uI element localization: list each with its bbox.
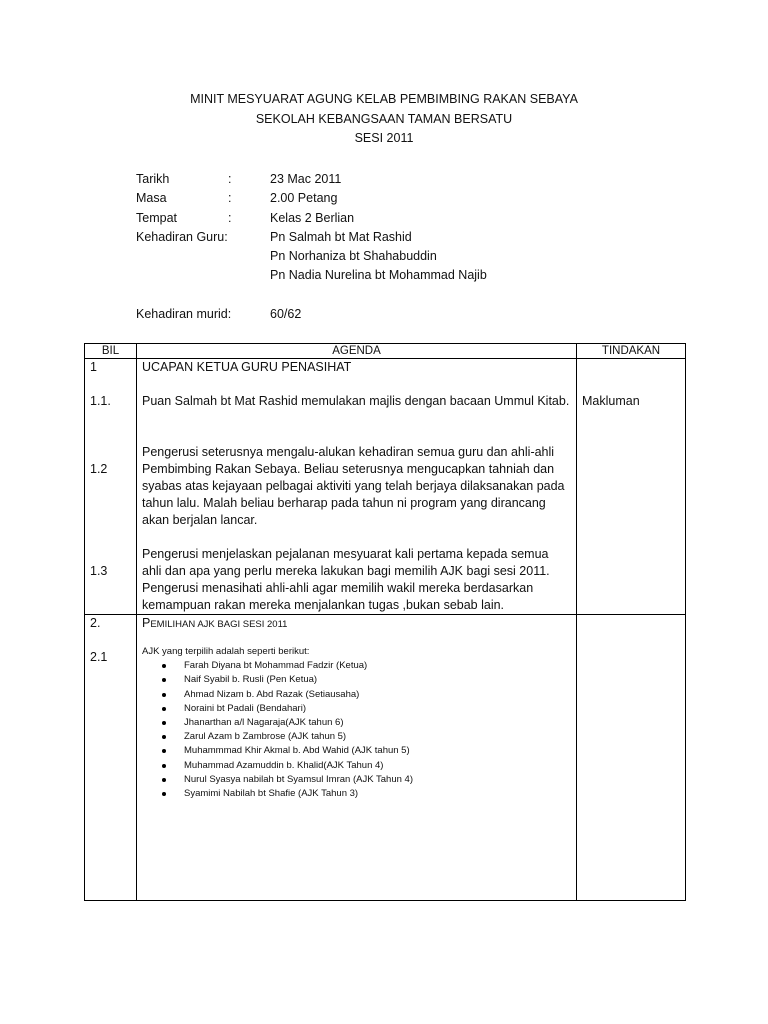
tindakan-cell [577, 615, 686, 901]
section-title-initial: P [142, 616, 151, 630]
table-row [85, 615, 686, 901]
item-number: 1.1. [90, 394, 111, 408]
header-tindakan: TINDAKAN [577, 344, 686, 359]
list-item: Nurul Syasya nabilah bt Syamsul Imran (AJK Tahun 4) [184, 773, 571, 787]
agenda-cell [137, 359, 577, 615]
info-label: Kehadiran Guru: [136, 229, 228, 244]
info-label: Tarikh [136, 172, 170, 186]
bil-cell [85, 359, 137, 615]
list-item: Zarul Azam b Zambrose (AJK tahun 5) [184, 730, 571, 744]
list-item: Ahmad Nizam b. Abd Razak (Setiausaha) [184, 688, 571, 702]
info-row-tarikh [136, 170, 570, 189]
section-number: 1 [90, 360, 97, 374]
info-value: 2.00 Petang [270, 191, 338, 206]
bil-cell [85, 615, 137, 901]
agenda-paragraph: Pengerusi seterusnya mengalu-alukan kehadiran semua guru dan ahli-ahli Pembimbing Rakan Sebaya. Beliau seterusnya mengucapkan tahniah dan syabas atas kejayaan pelbagai aktiviti yang telah berjaya dilaksanakan pada tahun lalu. Malah beliau berharap pada tahun ni program yang dirancang akan berjalan lancar. [142, 445, 565, 527]
info-row-murid [136, 305, 570, 324]
meeting-info [136, 170, 570, 324]
info-label: Kehadiran murid: [136, 306, 232, 321]
agenda-table [84, 343, 686, 901]
item-number: 2.1 [90, 650, 108, 664]
info-value: Kelas 2 Berlian [270, 210, 355, 225]
tindakan-cell [577, 359, 686, 615]
info-row-masa [136, 189, 570, 208]
info-colon: : [228, 191, 232, 206]
table-header-row [85, 344, 686, 359]
info-row-tempat [136, 209, 570, 228]
doc-title-line3: SESI 2011 [354, 131, 414, 145]
info-label: Tempat [136, 210, 177, 225]
list-item: Jhanarthan a/l Nagaraja(AJK tahun 6) [184, 716, 571, 730]
list-item: Noraini bt Padali (Bendahari) [184, 702, 571, 716]
info-row-guru-2 [136, 247, 570, 266]
ajk-intro: AJK yang terpilih adalah seperti berikut: [142, 646, 310, 657]
info-value: 60/62 [270, 306, 302, 321]
doc-title-line2: SEKOLAH KEBANGSAAN TAMAN BERSATU [255, 112, 513, 126]
list-item: Farah Diyana bt Mohammad Fadzir (Ketua) [184, 659, 571, 673]
list-item: Naif Syabil b. Rusli (Pen Ketua) [184, 673, 571, 687]
agenda-paragraph: Puan Salmah bt Mat Rashid memulakan majlis dengan bacaan Ummul Kitab. [142, 394, 570, 408]
table-row [85, 359, 686, 615]
info-colon: : [228, 172, 232, 186]
agenda-paragraph: Pengerusi menjelaskan pejalanan mesyuarat kali pertama kepada semua ahli dan apa yang perlu mereka lakukan bagi memilih AJK bagi sesi 2011. Pengerusi menasihati ahli-ahli agar memilih wakil mereka berdasarkan kemampuan rakan mereka menjalankan tugas ,bukan sebab lain. [142, 547, 550, 612]
list-item: Muhammmad Khir Akmal b. Abd Wahid (AJK tahun 5) [184, 744, 571, 758]
item-number: 1.3 [90, 564, 108, 578]
info-colon: : [228, 210, 232, 225]
agenda-cell [137, 615, 577, 901]
info-value: Pn Norhaniza bt Shahabuddin [270, 249, 437, 264]
section-title-rest: EMILIHAN AJK BAGI SESI 2011 [150, 619, 288, 630]
tindakan-value: Makluman [582, 394, 640, 408]
section-title [142, 615, 571, 633]
doc-title-line1: MINIT MESYUARAT AGUNG KELAB PEMBIMBING RAKAN SEBAYA [190, 92, 578, 106]
ajk-list [142, 659, 571, 801]
info-label: Masa [136, 191, 167, 206]
section-number: 2. [90, 616, 101, 630]
item-number: 1.2 [90, 462, 108, 476]
list-item: Muhammad Azamuddin b. Khalid(AJK Tahun 4) [184, 759, 571, 773]
list-item: Syamimi Nabilah bt Shafie (AJK Tahun 3) [184, 787, 571, 801]
section-title: UCAPAN KETUA GURU PENASIHAT [142, 360, 352, 374]
info-value: Pn Nadia Nurelina bt Mohammad Najib [270, 268, 487, 283]
info-row-guru-3 [136, 266, 570, 285]
info-row-guru [136, 228, 570, 247]
info-value: 23 Mac 2011 [270, 172, 342, 186]
header-bil: BIL [85, 344, 137, 359]
header-agenda: AGENDA [137, 344, 577, 359]
info-value: Pn Salmah bt Mat Rashid [270, 229, 412, 244]
